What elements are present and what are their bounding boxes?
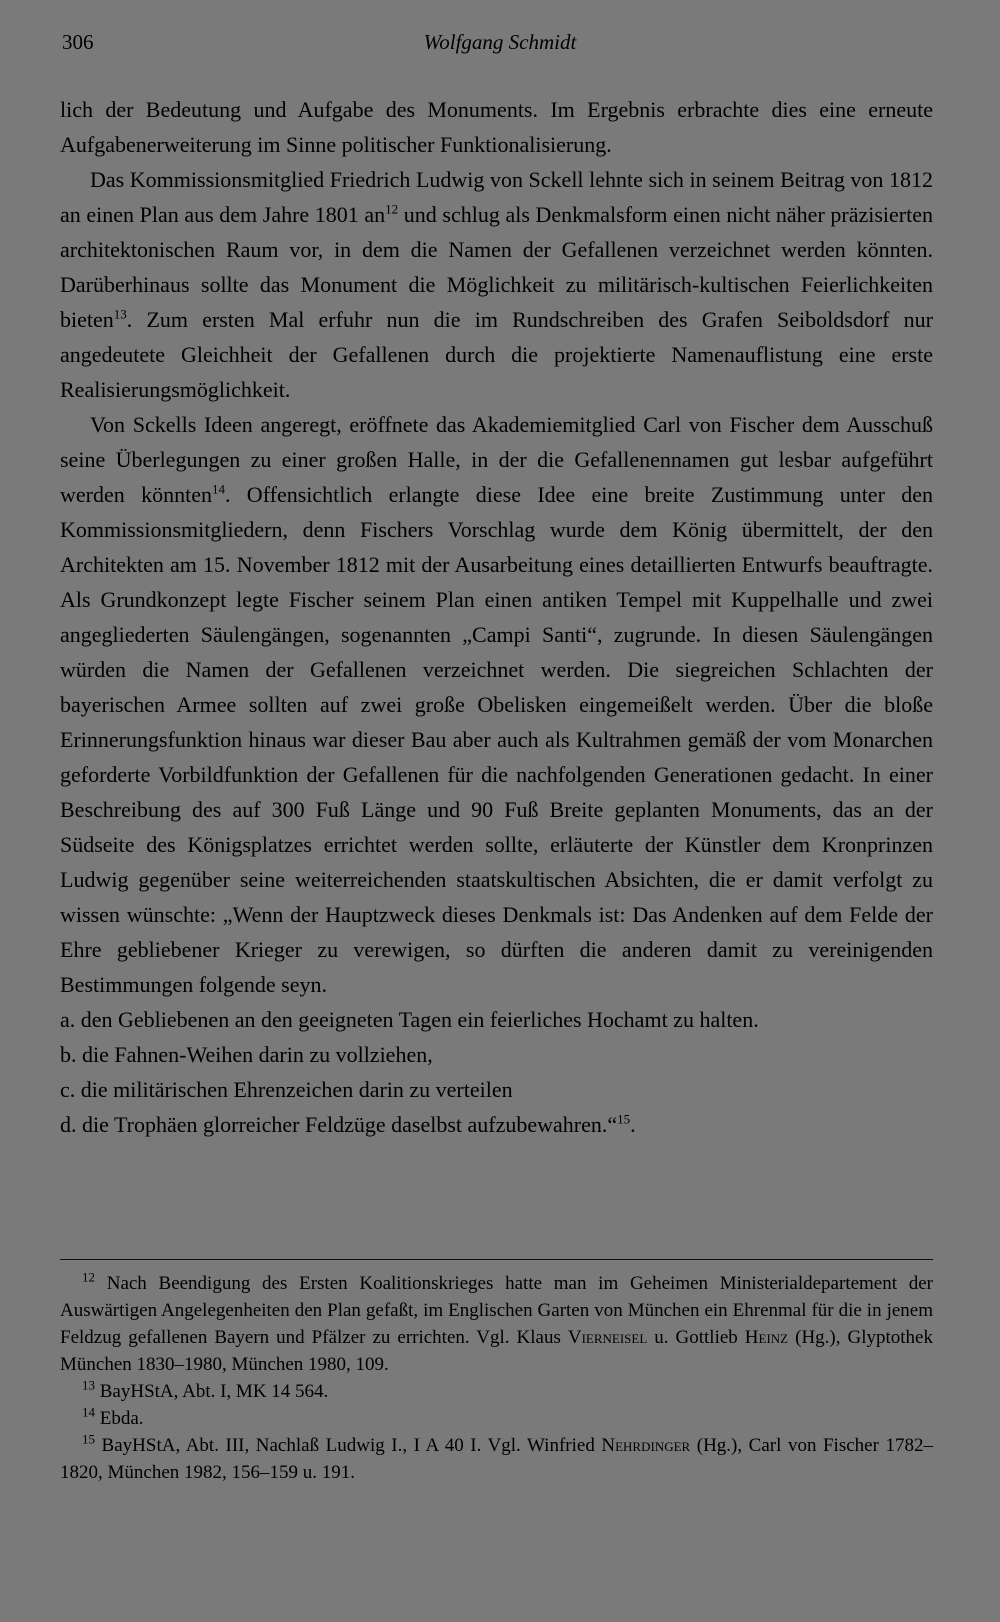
footnote-12-text-b: u. Gottlieb [647,1327,745,1348]
running-head: Wolfgang Schmidt [423,30,577,54]
author-name-nehrdinger: Nehrdinger [601,1435,691,1456]
footnote-ref-12: 12 [385,201,399,217]
paragraph-3 [60,407,933,1002]
paragraph-2-text-c: . Zum ersten Mal erfuhr nun die im Rundschreiben des Grafen Seiboldsdorf nur angedeutete Gleichheit der Gefallenen durch die projektierte Namenauflistung eine erste Realisierungsmöglichkeit. [60,307,933,402]
footnote-14-text: Ebda. [95,1408,144,1429]
list-item-d [60,1107,933,1142]
list-item-d-end: . [630,1112,636,1137]
footnote-12 [60,1270,933,1378]
list-item-a: a. den Gebliebenen an den geeigneten Tagen ein feierliches Hochamt zu halten. [60,1007,759,1032]
footnote-number-15: 15 [82,1431,95,1447]
page-number: 306 [62,30,94,54]
author-name-vierneisel: Vierneisel [567,1327,648,1348]
quoted-list [60,1002,933,1142]
list-item-b: b. die Fahnen-Weihen darin zu vollziehen, [60,1042,433,1067]
footnote-15-text-a: BayHStA, Abt. III, Nachlaß Ludwig I., I A 40 I. Vgl. Winfried [95,1435,602,1456]
footnote-12-text-a: Nach Beendigung des Ersten Koalitionskrieges hatte man im Geheimen Ministerialdepartement der Auswärtigen Angelegenheiten den Plan gefaßt, im Englischen Garten von München ein Ehrenmal für die in jenem Feldzug gefallenen Bayern und Pfälzer zu errichten. Vgl. Klaus [60,1273,933,1348]
footnote-number-12: 12 [82,1269,95,1285]
paragraph-2-text-a: Das Kommissionsmitglied Friedrich Ludwig von Sckell lehnte sich in seinem Beitrag von 1812 an einen Plan aus dem Jahre 1801 an [60,167,933,227]
paragraph-3-text-b: . Offensichtlich erlangte diese Idee eine breite Zustimmung unter den Kommissionsmitgliedern, denn Fischers Vorschlag wurde dem König übermittelt, der den Architekten am 15. November 1812 mit der Ausarbeitung eines detaillierten Entwurfs beauftragte. Als Grundkonzept legte Fischer seinem Plan einen antiken Tempel mit Kuppelhalle und zwei angegliederten Säulengängen, sogenannten „Campi Santi“, zugrunde. In diesen Säulengängen würden die Namen der Gefallenen verzeichnet werden. Die siegreichen Schlachten der bayerischen Armee sollten auf zwei große Obelisken eingemeißelt werden. Über die bloße Erinnerungsfunktion hinaus war dieser Bau aber auch als Kultrahmen gemäß der vom Monarchen geforderte Vorbildfunktion der Gefallenen für die nachfolgenden Generationen gedacht. In einer Beschreibung des auf 300 Fuß Länge und 90 Fuß Breite geplanten Monuments, das an der Südseite des Königsplatzes errichtet werden sollte, erläuterte der Künstler dem Kronprinzen Ludwig gegenüber seine weiterreichenden staatskultischen Absichten, die er damit verfolgt zu wissen wünschte: „Wenn der Hauptzweck dieses Denkmals ist: Das Andenken auf dem Felde der Ehre gebliebener Krieger zu verewigen, so dürften die anderen damit zu vereinigenden Bestimmungen folgende seyn. [60,482,933,997]
main-text [60,92,933,1142]
list-item-c: c. die militärischen Ehrenzeichen darin zu verteilen [60,1077,513,1102]
footnote-15-text-b: (Hg.), Carl von Fischer 1782–1820, München 1982, 156–159 u. 191. [60,1435,933,1483]
footnote-14 [60,1405,933,1432]
paragraph-2 [60,162,933,407]
paragraph-3-text-a: Von Sckells Ideen angeregt, eröffnete das Akademiemitglied Carl von Fischer dem Ausschuß seine Überlegungen zu einer großen Halle, in der die Gefallenennamen gut lesbar aufgeführt werden könnten [60,412,933,507]
paragraph-1: lich der Bedeutung und Aufgabe des Monuments. Im Ergebnis erbrachte dies eine erneute Aufgabenerweiterung im Sinne politischer Funktionalisierung. [60,97,933,157]
paragraph-2-text-b: und schlug als Denkmalsform einen nicht näher präzisierten architektonischen Raum vor, in dem die Namen der Gefallenen verzeichnet werden könnten. Darüberhinaus sollte das Monument die Möglichkeit zu militärisch-kultischen Feierlichkeiten bieten [60,202,933,332]
footnote-15 [60,1432,933,1486]
footnote-number-13: 13 [82,1377,95,1393]
footnote-ref-13: 13 [113,306,127,322]
footnote-13 [60,1378,933,1405]
footnote-12-text-c: (Hg.), Glyptothek München 1830–1980, München 1980, 109. [60,1327,933,1375]
page-header [62,30,938,64]
footnotes [60,1270,933,1486]
list-item-d-text: d. die Trophäen glorreicher Feldzüge daselbst aufzubewahren.“ [60,1112,618,1137]
footnote-number-14: 14 [82,1404,95,1420]
footnote-13-text: BayHStA, Abt. I, MK 14 564. [95,1381,329,1402]
footnote-divider [60,1259,933,1260]
footnote-ref-15: 15 [617,1111,631,1127]
author-name-heinz: Heinz [744,1327,789,1348]
footnote-ref-14: 14 [211,481,225,497]
